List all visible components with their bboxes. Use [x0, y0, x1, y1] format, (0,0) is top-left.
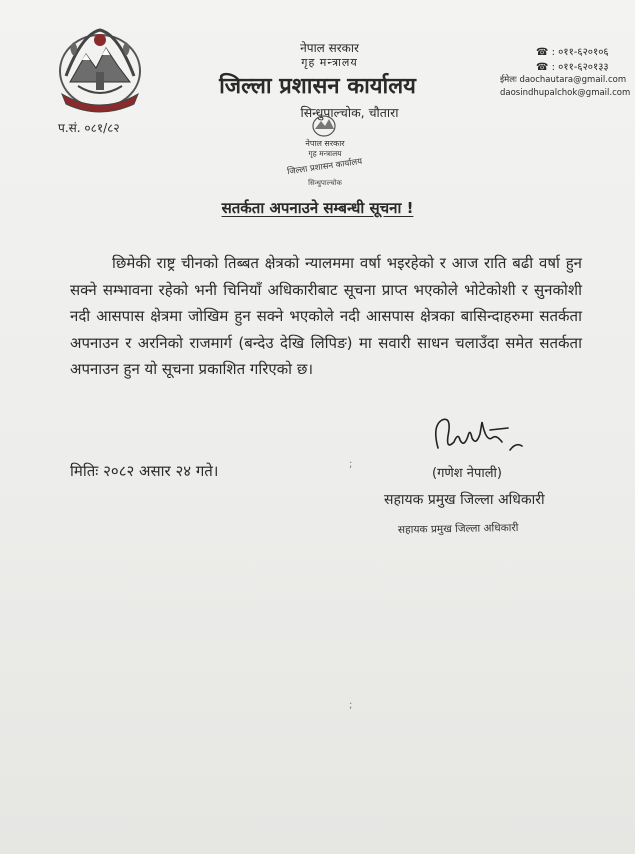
notice-subject: सतर्कता अपनाउने सम्बन्धी सूचना !: [221, 199, 414, 217]
signer-name: (गणेश नेपाली): [432, 466, 502, 481]
stamp-emblem-icon: [313, 116, 335, 136]
reference-number: प.सं. ०८१/८२: [58, 121, 120, 135]
stamp-line-2: गृह मन्त्रालय: [308, 149, 342, 158]
stamp-line-1: नेपाल सरकार: [305, 139, 345, 148]
handwritten-signature: [430, 412, 540, 462]
office-name: जिल्ला प्रशासन कार्यालय: [219, 73, 416, 99]
stamp-line-4: सिन्धुपाल्चोक: [308, 179, 342, 187]
office-stamp: [270, 104, 380, 196]
government-name: नेपाल सरकार: [300, 41, 359, 55]
office-location: सिन्धुपाल्चोक, चौतारा: [300, 105, 399, 120]
email-address-1: ईमेलः daochautara@gmail.com: [500, 75, 627, 85]
phone-number-1: ☎ : ०११-६२०१०६: [536, 47, 609, 58]
paper-speck: ;: [349, 459, 353, 470]
notice-date: मितिः २०८२ असार २४ गते।: [70, 462, 219, 480]
phone-number-2: ☎ : ०११-६२०१३३: [536, 62, 609, 73]
stamp-line-3: जिल्ला प्रशासन कार्यालय: [286, 156, 363, 178]
notice-body: छिमेकी राष्ट्र चीनको तिब्बत क्षेत्रको न्यालममा वर्षा भइरहेको र आज राति बढी वर्षा हुन सक्ने सम्भावना रहेको भनी चिनियाँ अधिकारीबाट सूचना प्राप्त भएकोले भोटेकोशी र सुनकोशी नदी आसपास क्षेत्रमा जोखिम हुन सक्ने भएकोले नदी आसपास क्षेत्रका बासिन्दाहरुमा सतर्कता अपनाउन र अरनिको राजमार्ग (बन्देउ देखि लिपिङ) मा सवारी साधन चलाउँदा समेत सतर्कता अपनाउन हुन यो सूचना प्रकाशित गरिएको छ।: [70, 254, 582, 378]
email-address-2: daosindhupalchok@gmail.com: [500, 88, 631, 98]
signer-title: सहायक प्रमुख जिल्ला अधिकारी: [384, 492, 545, 508]
paper-speck: ;: [349, 700, 353, 711]
ministry-name: गृह मन्त्रालय: [301, 56, 358, 69]
signer-title-stamp: सहायक प्रमुख जिल्ला अधिकारी: [397, 521, 519, 537]
